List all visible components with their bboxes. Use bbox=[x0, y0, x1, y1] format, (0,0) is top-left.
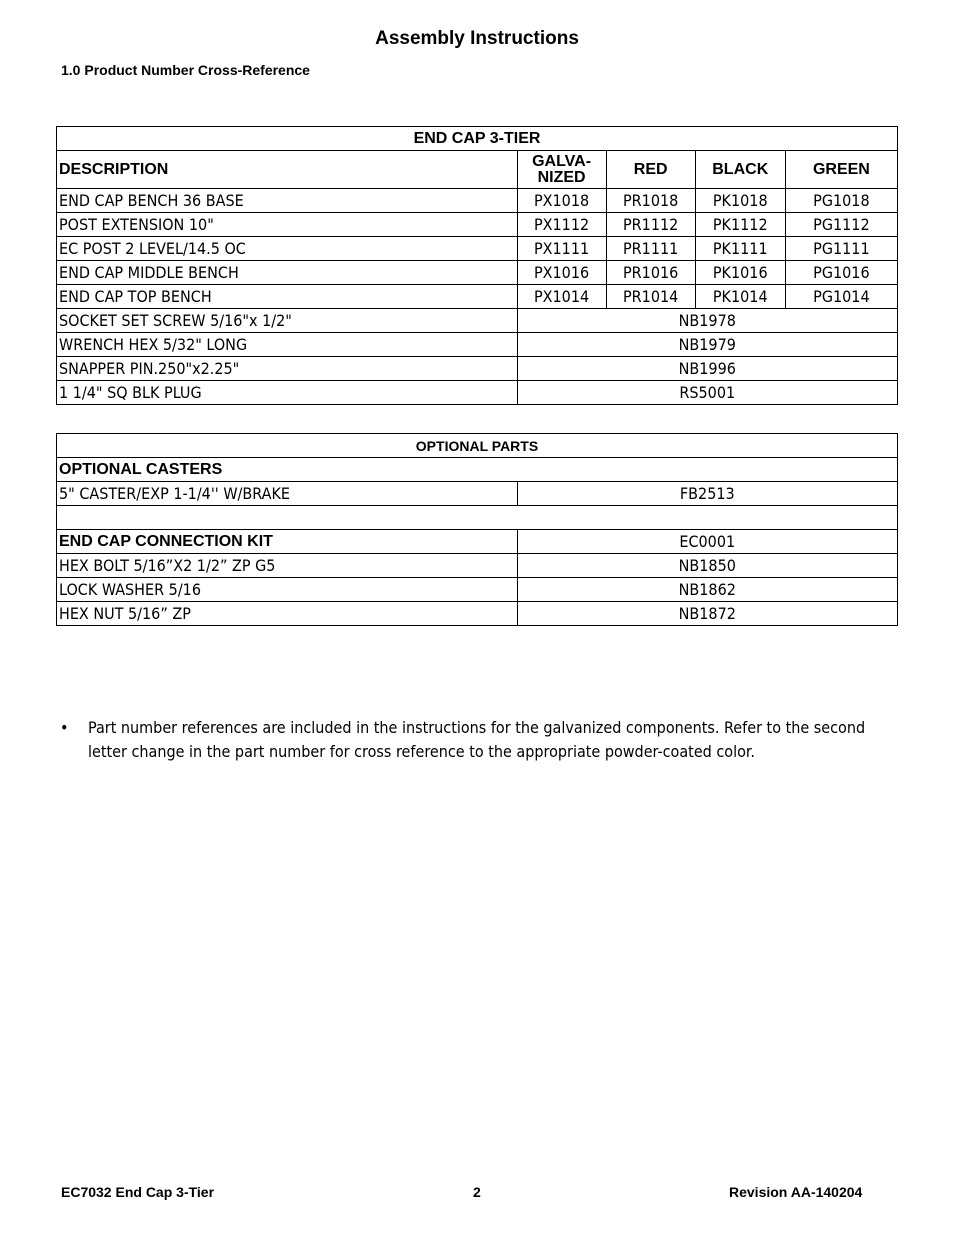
part-number: PR1112 bbox=[606, 213, 695, 237]
part-number: PK1014 bbox=[695, 285, 785, 309]
part-description: END CAP MIDDLE BENCH bbox=[57, 261, 518, 285]
part-description: END CAP TOP BENCH bbox=[57, 285, 518, 309]
part-number: RS5001 bbox=[517, 381, 897, 405]
part-number: NB1979 bbox=[517, 333, 897, 357]
part-description: EC POST 2 LEVEL/14.5 OC bbox=[57, 237, 518, 261]
part-number: NB1996 bbox=[517, 357, 897, 381]
page-title: Assembly Instructions bbox=[375, 28, 579, 49]
part-number: PX1111 bbox=[517, 237, 606, 261]
part-description: SOCKET SET SCREW 5/16"x 1/2" bbox=[57, 309, 518, 333]
column-header-galvanized: GALVA- NIZED bbox=[517, 151, 606, 189]
part-description: POST EXTENSION 10" bbox=[57, 213, 518, 237]
table-row bbox=[57, 602, 898, 626]
footer-revision: Revision AA-140204 bbox=[729, 1184, 863, 1200]
table-row bbox=[57, 333, 898, 357]
part-description: LOCK WASHER 5/16 bbox=[57, 578, 518, 602]
part-number: PR1111 bbox=[606, 237, 695, 261]
empty-cell bbox=[57, 506, 898, 530]
part-number: FB2513 bbox=[517, 482, 897, 506]
part-description: 5" CASTER/EXP 1-1/4'' W/BRAKE bbox=[57, 482, 518, 506]
table-row bbox=[57, 530, 898, 554]
column-header-description: DESCRIPTION bbox=[57, 151, 518, 189]
part-number: NB1850 bbox=[517, 554, 897, 578]
spacer-row bbox=[57, 506, 898, 530]
part-number: EC0001 bbox=[517, 530, 897, 554]
part-number: PX1014 bbox=[517, 285, 606, 309]
column-header-red: RED bbox=[606, 151, 695, 189]
part-number: PR1018 bbox=[606, 189, 695, 213]
part-number: NB1978 bbox=[517, 309, 897, 333]
part-number: PR1016 bbox=[606, 261, 695, 285]
part-number: PK1112 bbox=[695, 213, 785, 237]
table-row bbox=[57, 189, 898, 213]
note bbox=[60, 716, 898, 764]
optional-casters-heading: OPTIONAL CASTERS bbox=[57, 458, 898, 482]
table-row bbox=[57, 213, 898, 237]
part-number: PG1018 bbox=[785, 189, 897, 213]
table-row bbox=[57, 285, 898, 309]
footer-document-id: EC7032 End Cap 3-Tier bbox=[61, 1184, 215, 1200]
part-description: WRENCH HEX 5/32" LONG bbox=[57, 333, 518, 357]
part-number: PX1112 bbox=[517, 213, 606, 237]
bullet-icon: • bbox=[60, 718, 69, 737]
table-row bbox=[57, 554, 898, 578]
note-text: Part number references are included in the instructions for the galvanized components. Refer to the second letter change in the part number for cross reference to the appropriate powder-coated color. bbox=[88, 718, 866, 761]
part-number: NB1872 bbox=[517, 602, 897, 626]
table-row bbox=[57, 261, 898, 285]
table-row bbox=[57, 578, 898, 602]
table-title: END CAP 3-TIER bbox=[57, 127, 898, 151]
section-heading: 1.0 Product Number Cross-Reference bbox=[61, 62, 310, 78]
connection-kit-heading: END CAP CONNECTION KIT bbox=[57, 530, 518, 554]
part-number: PR1014 bbox=[606, 285, 695, 309]
column-header-green: GREEN bbox=[785, 151, 897, 189]
part-number: PG1014 bbox=[785, 285, 897, 309]
part-number: PX1018 bbox=[517, 189, 606, 213]
end-cap-parts-table bbox=[56, 126, 898, 405]
part-number: PG1016 bbox=[785, 261, 897, 285]
table-row bbox=[57, 381, 898, 405]
table-row bbox=[57, 482, 898, 506]
table-row bbox=[57, 357, 898, 381]
footer-page-number: 2 bbox=[473, 1184, 481, 1200]
table-row bbox=[57, 309, 898, 333]
column-header-black: BLACK bbox=[695, 151, 785, 189]
part-number: PG1112 bbox=[785, 213, 897, 237]
part-description: HEX NUT 5/16” ZP bbox=[57, 602, 518, 626]
optional-parts-table bbox=[56, 433, 898, 626]
part-number: NB1862 bbox=[517, 578, 897, 602]
part-number: PK1018 bbox=[695, 189, 785, 213]
part-description: SNAPPER PIN.250"x2.25" bbox=[57, 357, 518, 381]
part-description: 1 1/4" SQ BLK PLUG bbox=[57, 381, 518, 405]
part-number: PG1111 bbox=[785, 237, 897, 261]
table-title: OPTIONAL PARTS bbox=[57, 434, 898, 458]
part-description: END CAP BENCH 36 BASE bbox=[57, 189, 518, 213]
part-number: PK1111 bbox=[695, 237, 785, 261]
part-number: PX1016 bbox=[517, 261, 606, 285]
part-description: HEX BOLT 5/16”X2 1/2” ZP G5 bbox=[57, 554, 518, 578]
part-number: PK1016 bbox=[695, 261, 785, 285]
table-row bbox=[57, 237, 898, 261]
